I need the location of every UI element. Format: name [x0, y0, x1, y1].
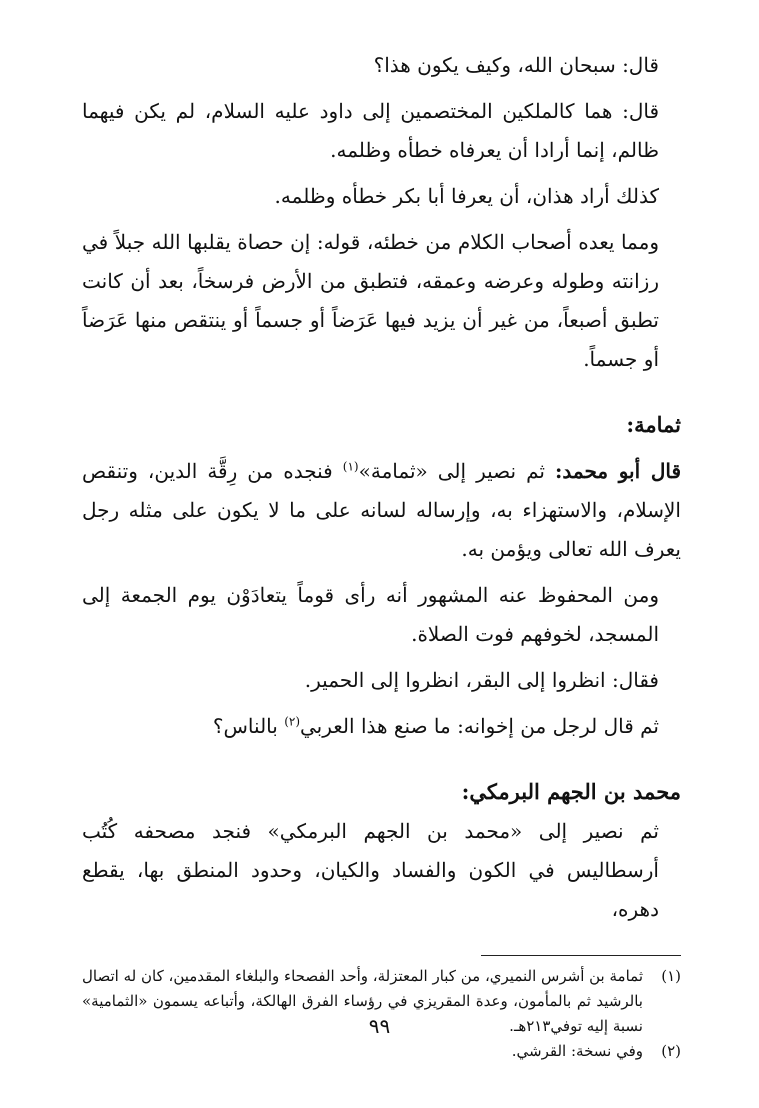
footnote-text: ثمامة بن أشرس النميري، من كبار المعتزلة، وأحد الفصحاء والبلغاء المقدمين، كان له اتصال بالرشيد ثم بالمأمون، وعدة المقريزي في رؤساء الفرق الهالكة، وأتباعه يسمون «الثمامية» نسبة إليه توفي٢١٣هـ.: [82, 967, 643, 1035]
paragraph-1: قال: سبحان الله، وكيف يكون هذا؟: [373, 53, 659, 77]
paragraph-5-text-a: ثم نصير إلى «ثمامة»: [358, 459, 556, 483]
paragraph-5: [82, 452, 681, 569]
paragraph-4: ومما يعده أصحاب الكلام من خطئه، قوله: إن حصاة يقلبها الله جبلاً في رزانته وطوله وعرضه وعمقه، فتطبق من الأرض فرسخاً، بعد أن كانت تطبق أصبعاً، من غير أن يزيد فيها عَرَضاً أو جسماً أو ينتقص منها عَرَضاً أو جسماً.: [82, 230, 659, 371]
footnote-ref-1[interactable]: (١): [342, 459, 359, 474]
paragraph-3: كذلك أراد هذان، أن يعرفا أبا بكر خطأه وظلمه.: [274, 184, 659, 208]
footnote-number: (١): [661, 967, 681, 985]
footnote-text: وفي نسخة: القرشي.: [511, 1042, 643, 1060]
page-number: ٩٩: [368, 1014, 391, 1038]
footnote-2: [82, 1039, 681, 1064]
section-heading-thumama: ثمامة:: [626, 412, 681, 437]
section-heading-ibn-jahm: محمد بن الجهم البرمكي:: [461, 779, 681, 804]
footnote-ref-2[interactable]: (٢): [284, 714, 301, 729]
paragraph-8-text-b: بالناس؟: [212, 714, 285, 738]
paragraph-5-text-b: فنجده من رِقَّة الدين، وتنقص الإسلام، والاستهزاء به، وإرساله لسانه على ما لا يكون على مثله رجل يعرف الله تعالى ويؤمن به.: [82, 459, 681, 561]
paragraph-9: ثم نصير إلى «محمد بن الجهم البرمكي» فنجد مصحفه كُتُب أرسطاليس في الكون والفساد والكيان، وحدود المنطق بها، يقطع دهره،: [82, 819, 659, 921]
speaker-label: قال أبو محمد:: [555, 459, 682, 483]
paragraph-7: فقال: انظروا إلى البقر، انظروا إلى الحمير.: [304, 668, 659, 692]
footnote-number: (٢): [661, 1042, 681, 1060]
paragraph-8: [82, 707, 681, 746]
paragraph-2: قال: هما كالملكين المختصمين إلى داود عليه السلام، لم يكن فيهما ظالم، إنما أرادا أن يعرفاه خطأه وظلمه.: [82, 99, 659, 162]
footnote-divider: [481, 955, 681, 956]
paragraph-6: ومن المحفوظ عنه المشهور أنه رأى قوماً يتعادَوْن يوم الجمعة إلى المسجد، لخوفهم فوت الصلاة.: [82, 583, 659, 646]
paragraph-8-text-a: ثم قال لرجل من إخوانه: ما صنع هذا العربي: [300, 714, 659, 738]
